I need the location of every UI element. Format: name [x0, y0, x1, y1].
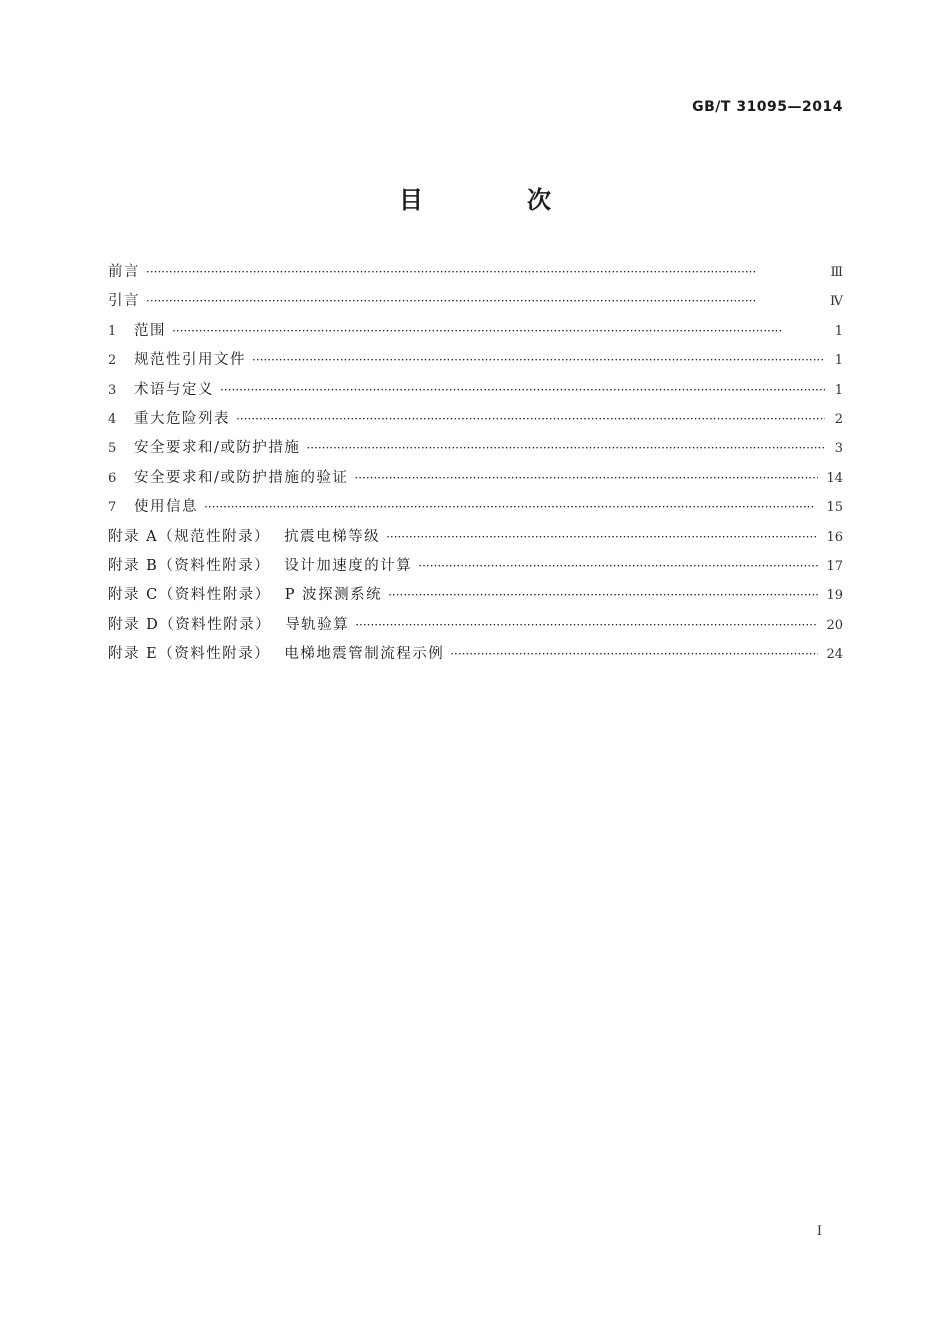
- toc-entry-label: 前言: [108, 264, 140, 280]
- toc-leader-dots: [204, 493, 818, 522]
- toc-entry-page: 3: [834, 441, 843, 457]
- toc-entry-foreword[interactable]: [108, 258, 843, 287]
- toc-entry-page: 1: [834, 353, 843, 369]
- toc-entry-page: 1: [834, 382, 843, 398]
- toc-entry-number: 6: [108, 470, 117, 486]
- toc-entry-subtitle: 电梯地震管制流程示例: [284, 646, 445, 663]
- toc-entry-page: 2: [834, 411, 843, 427]
- toc-entry-number: 3: [108, 382, 117, 398]
- toc-entry-number: 1: [108, 323, 117, 339]
- table-of-contents: [108, 258, 843, 669]
- toc-entry-subtitle: P 波探测系统: [284, 587, 383, 604]
- toc-entry-number: 5: [108, 441, 117, 457]
- toc-entry-introduction[interactable]: [108, 287, 843, 316]
- page-title: 目 次: [399, 186, 591, 214]
- toc-leader-dots: [418, 552, 818, 581]
- toc-entry-7[interactable]: [108, 493, 843, 522]
- toc-leader-dots: [236, 405, 825, 434]
- toc-entry-label: 附录 B（资料性附录）: [108, 557, 271, 574]
- toc-leader-dots: [146, 287, 822, 316]
- toc-leader-dots: [386, 523, 818, 552]
- toc-entry-4[interactable]: [108, 405, 843, 434]
- toc-entry-annex-e[interactable]: [108, 640, 843, 669]
- toc-leader-dots: [450, 640, 818, 669]
- toc-entry-label: 附录 E（资料性附录）: [108, 646, 271, 663]
- toc-entry-3[interactable]: [108, 376, 843, 405]
- toc-entry-5[interactable]: [108, 434, 843, 463]
- toc-leader-dots: [172, 317, 825, 346]
- toc-leader-dots: [306, 434, 825, 463]
- toc-entry-annex-a[interactable]: [108, 523, 843, 552]
- toc-entry-page: 19: [826, 588, 843, 604]
- toc-entry-label: 安全要求和/或防护措施的验证: [134, 469, 349, 486]
- toc-leader-dots: [146, 258, 822, 287]
- toc-leader-dots: [388, 581, 818, 610]
- toc-entry-annex-c[interactable]: [108, 581, 843, 610]
- toc-entry-annex-b[interactable]: [108, 552, 843, 581]
- toc-entry-1[interactable]: [108, 317, 843, 346]
- toc-entry-page: 16: [826, 529, 843, 545]
- toc-entry-page: 15: [826, 500, 843, 516]
- toc-entry-label: 使用信息: [134, 499, 198, 516]
- toc-entry-6[interactable]: [108, 464, 843, 493]
- toc-entry-label: 附录 D（资料性附录）: [108, 616, 272, 633]
- toc-entry-number: 2: [108, 353, 117, 369]
- toc-leader-dots: [220, 376, 825, 405]
- toc-entry-number: 7: [108, 500, 117, 516]
- toc-entry-page: Ⅲ: [830, 265, 843, 280]
- toc-entry-page: 17: [826, 558, 843, 574]
- toc-entry-label: 附录 C（资料性附录）: [108, 587, 271, 604]
- toc-entry-number: 4: [108, 411, 117, 427]
- toc-entry-label: 范围: [134, 322, 166, 339]
- toc-entry-subtitle: 设计加速度的计算: [284, 557, 413, 574]
- toc-entry-label: 安全要求和/或防护措施: [134, 440, 301, 457]
- toc-entry-annex-d[interactable]: [108, 611, 843, 640]
- toc-entry-page: 24: [826, 647, 843, 663]
- toc-leader-dots: [354, 464, 818, 493]
- standard-code: GB/T 31095—2014: [692, 99, 843, 115]
- toc-entry-label: 附录 A（规范性附录）: [108, 528, 271, 545]
- toc-entry-label: 引言: [108, 293, 140, 310]
- toc-entry-2[interactable]: [108, 346, 843, 375]
- toc-leader-dots: [355, 611, 818, 640]
- toc-entry-page: 20: [826, 617, 843, 633]
- toc-entry-page: 14: [826, 470, 843, 486]
- toc-leader-dots: [252, 346, 825, 375]
- toc-entry-subtitle: 导轨验算: [285, 616, 350, 633]
- toc-entry-page: 1: [834, 323, 843, 339]
- toc-entry-label: 术语与定义: [134, 381, 214, 398]
- toc-entry-subtitle: 抗震电梯等级: [284, 528, 381, 545]
- toc-entry-page: Ⅳ: [830, 294, 843, 310]
- page-number: I: [816, 1224, 822, 1239]
- toc-entry-label: 重大危险列表: [134, 410, 230, 427]
- toc-entry-label: 规范性引用文件: [134, 352, 246, 369]
